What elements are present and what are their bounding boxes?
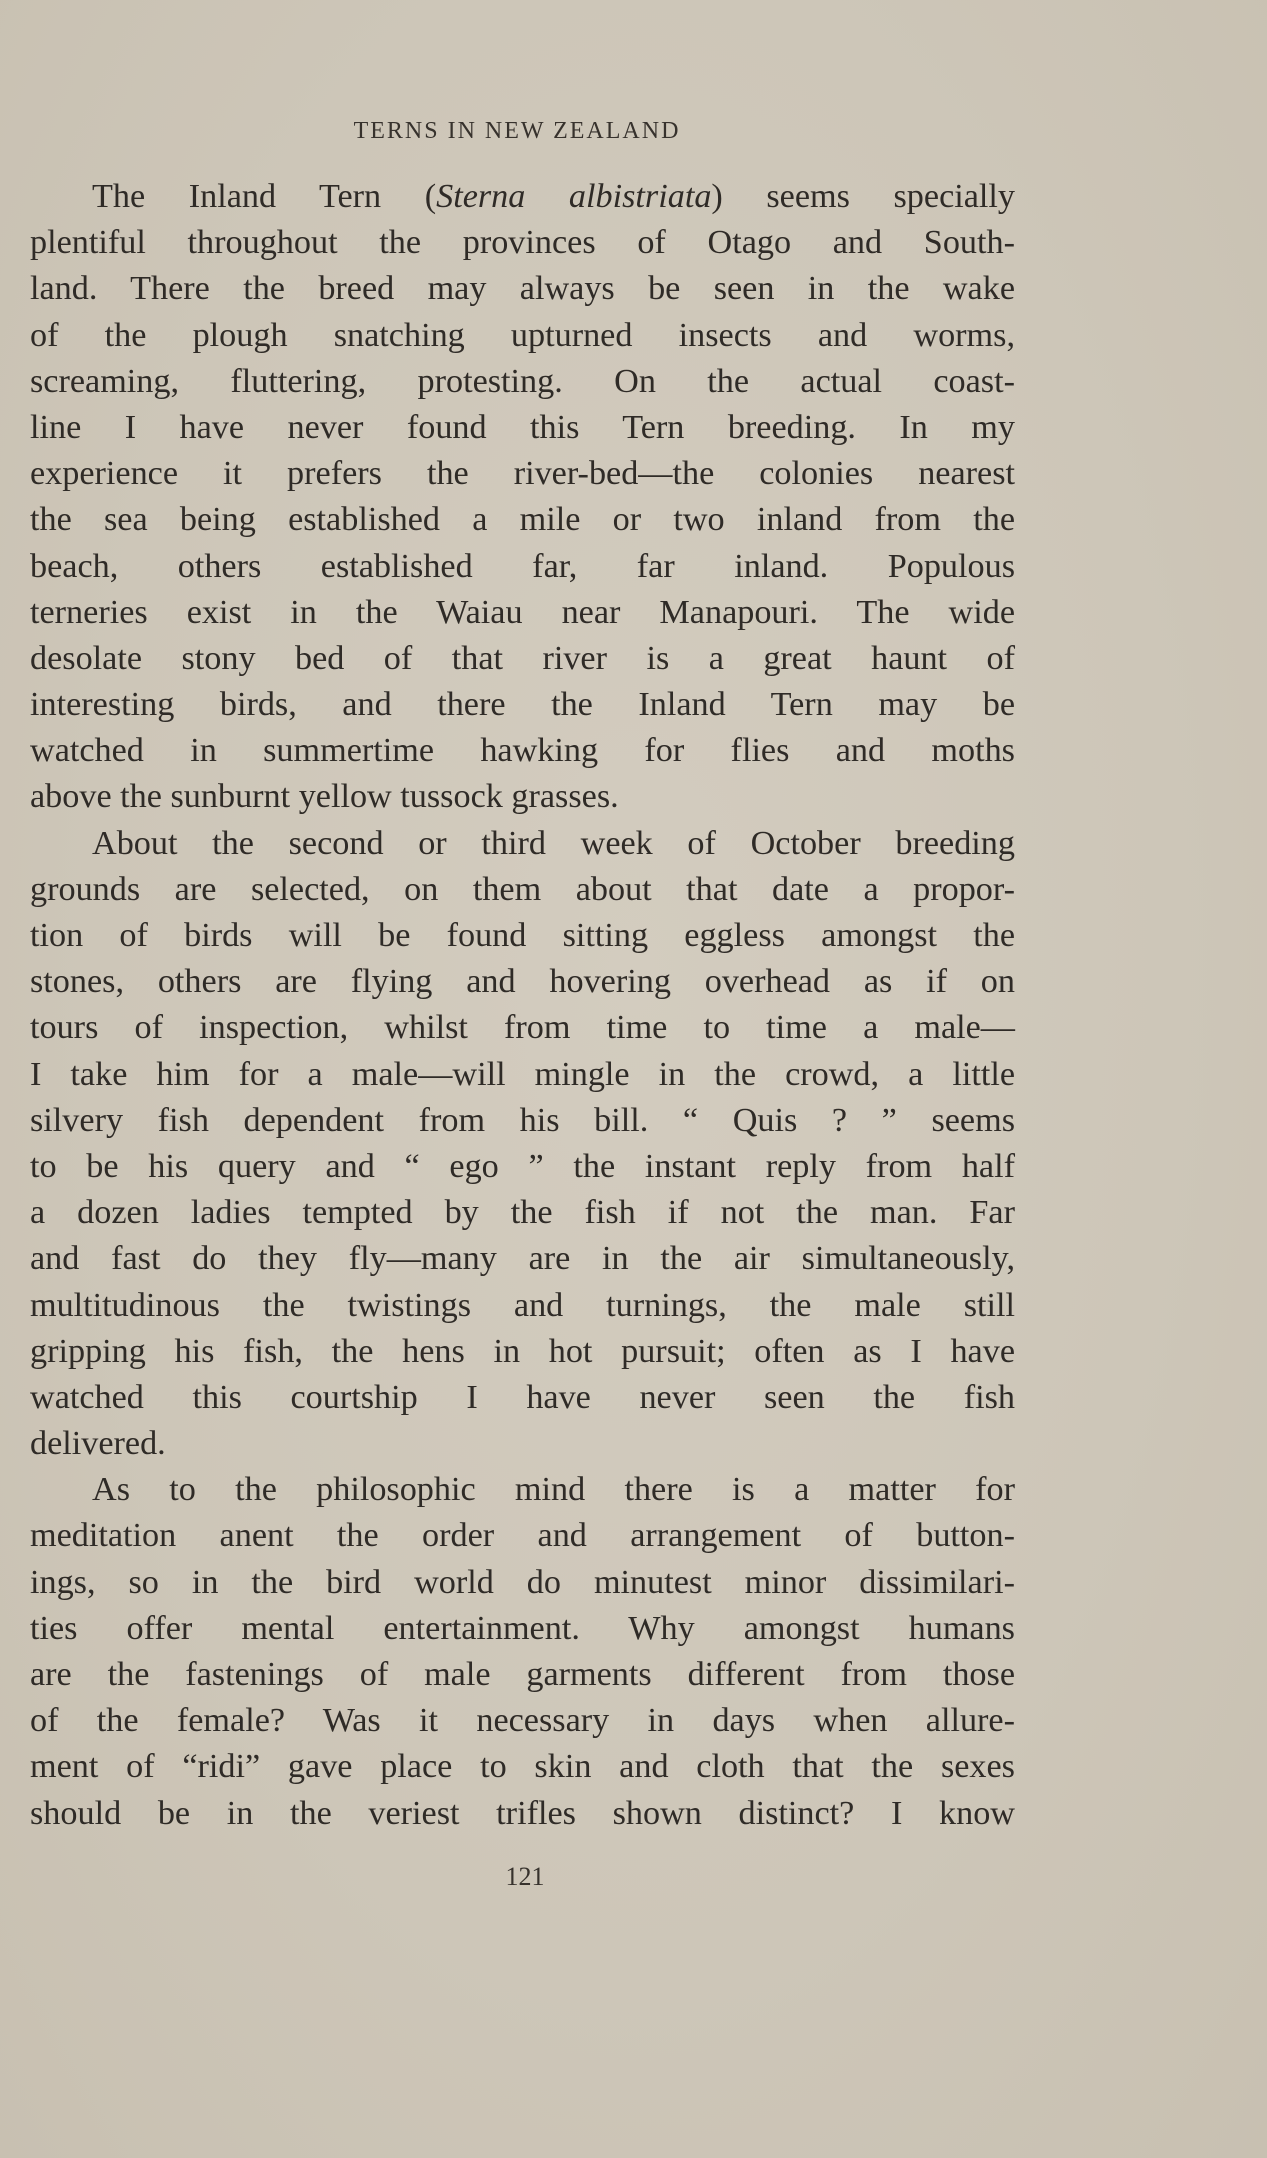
- text-line: of the plough snatching upturned insects and worms,: [30, 316, 1015, 354]
- text-line: and fast do they fly—many are in the air simultaneously,: [30, 1240, 1015, 1278]
- text-line: screaming, fluttering, protesting. On the actual coast-: [30, 362, 1015, 400]
- text-line: meditation anent the order and arrangement of button-: [30, 1517, 1015, 1555]
- text-line: ties offer mental entertainment. Why amongst humans: [30, 1609, 1015, 1647]
- text-line: terneries exist in the Waiau near Manapouri. The wide: [30, 593, 1015, 631]
- text-line: I take him for a male—will mingle in the crowd, a little: [30, 1055, 1015, 1093]
- text-line: above the sunburnt yellow tussock grasses.: [30, 778, 619, 816]
- text-line: should be in the veriest trifles shown distinct? I know: [30, 1794, 1015, 1832]
- text-line: tion of birds will be found sitting eggless amongst the: [30, 917, 1015, 954]
- text-line: watched in summertime hawking for flies and moths: [30, 732, 1015, 770]
- text-line: gripping his fish, the hens in hot pursuit; often as I have: [30, 1332, 1015, 1370]
- text-line: the sea being established a mile or two inland from the: [30, 501, 1015, 539]
- text-line: line I have never found this Tern breeding. In my: [30, 408, 1015, 446]
- text-line: of the female? Was it necessary in days when allure-: [30, 1702, 1015, 1740]
- text-line: stones, others are flying and hovering overhead as if on: [30, 963, 1015, 1001]
- species-name: Sterna albistriata: [436, 178, 712, 215]
- text-line: tours of inspection, whilst from time to time a male—: [30, 1009, 1015, 1047]
- text-line: interesting birds, and there the Inland Tern may be: [30, 686, 1015, 724]
- running-head: TERNS IN NEW ZEALAND: [353, 118, 681, 144]
- text-line: to be his query and “ ego ” the instant reply from half: [30, 1147, 1015, 1185]
- text-line: silvery fish dependent from his bill. “ Quis ? ” seems: [30, 1101, 1015, 1139]
- text-line: land. There the breed may always be seen in the wake: [30, 270, 1015, 308]
- page-number: 121: [505, 1862, 545, 1891]
- text-line: ment of “ridi” gave place to skin and cloth that the sexes: [30, 1748, 1015, 1786]
- text-line: About the second or third week of October breeding: [92, 824, 1015, 862]
- text-line: multitudinous the twistings and turnings, the male still: [30, 1286, 1015, 1324]
- text-line: a dozen ladies tempted by the fish if not the man. Far: [30, 1194, 1015, 1232]
- text-line: beach, others established far, far inland. Populous: [30, 547, 1015, 585]
- text-line: ings, so in the bird world do minutest minor dissimilari-: [30, 1563, 1015, 1601]
- text-line: grounds are selected, on them about that date a propor-: [30, 870, 1015, 908]
- text-line: plentiful throughout the provinces of Otago and South-: [30, 224, 1015, 262]
- text-line: As to the philosophic mind there is a matter for: [92, 1471, 1015, 1509]
- text-line: are the fastenings of male garments different from those: [30, 1656, 1015, 1693]
- text-line: watched this courtship I have never seen the fish: [30, 1378, 1015, 1416]
- text-line: delivered.: [30, 1425, 166, 1463]
- text-line: experience it prefers the river-bed—the colonies nearest: [30, 455, 1015, 493]
- text-line: [30, 174, 1015, 220]
- text-run: ) seems specially: [711, 178, 1016, 215]
- body-text: [30, 174, 1015, 1837]
- text-line: desolate stony bed of that river is a great haunt of: [30, 639, 1015, 677]
- text-run: The Inland Tern (: [92, 178, 437, 215]
